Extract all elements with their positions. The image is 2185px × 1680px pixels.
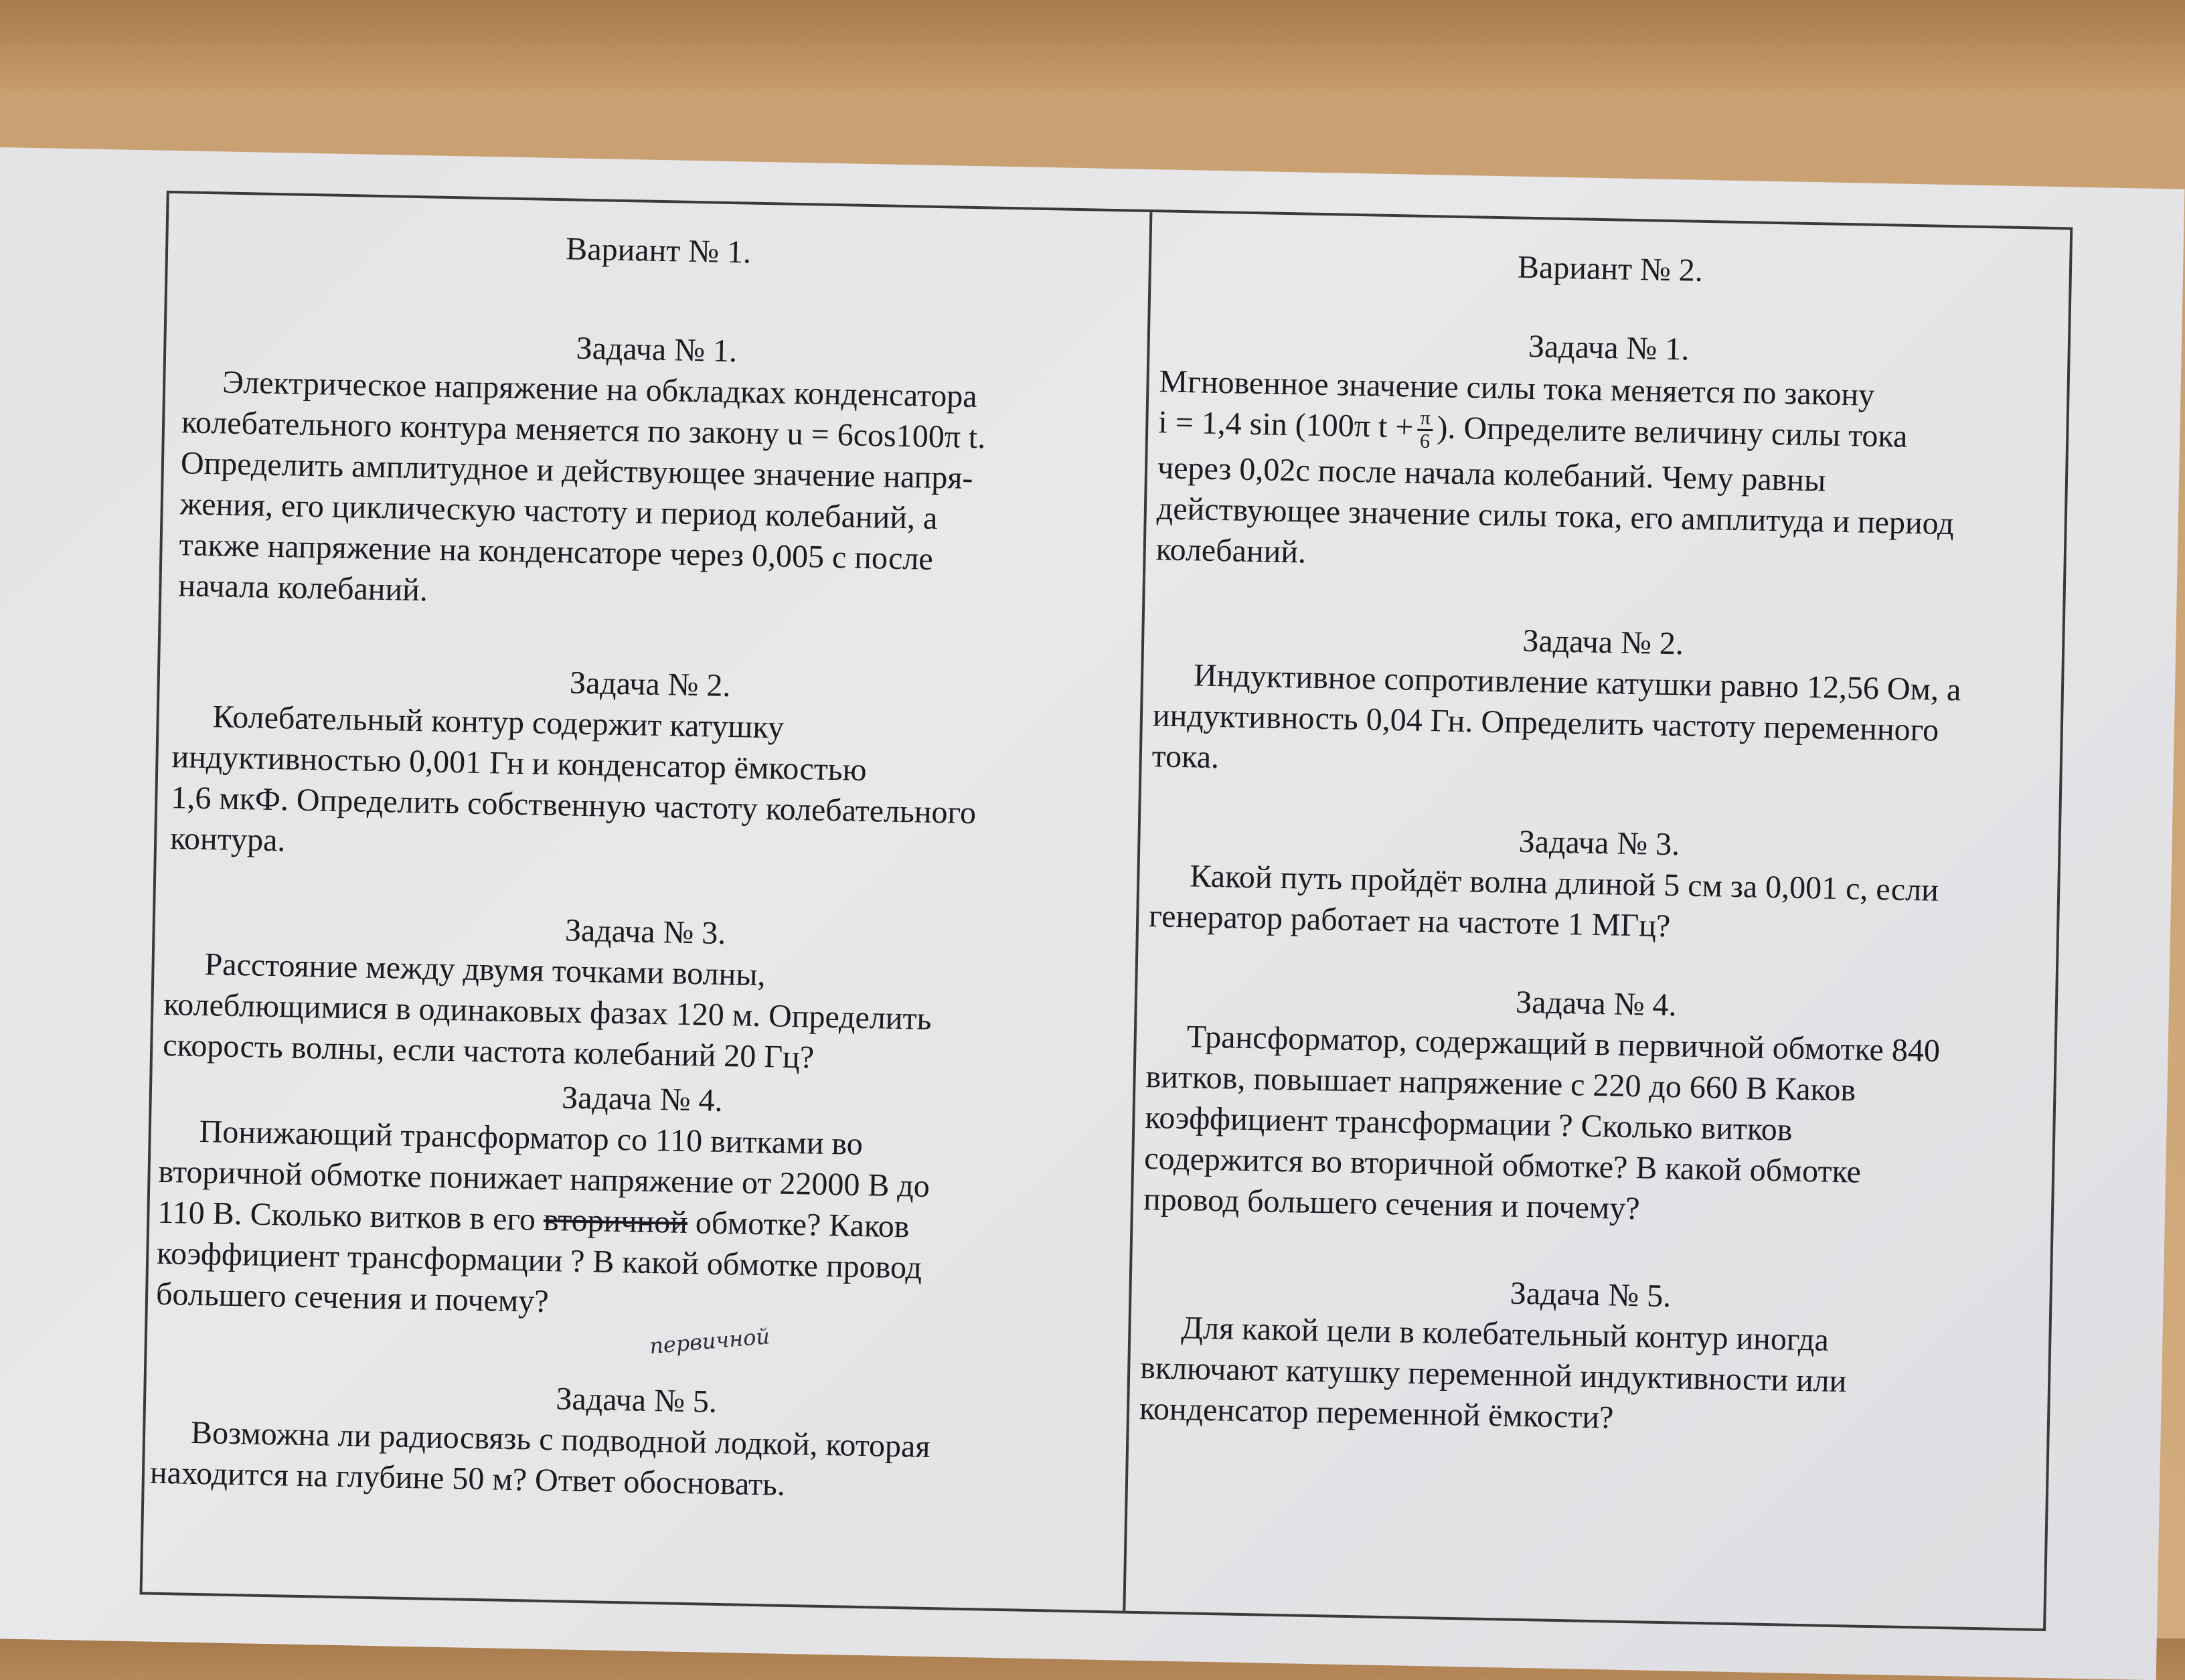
v2-t1-line: Мгновенное значение силы тока меняется по закону (1159, 363, 1875, 413)
v2-task-3-body (1149, 855, 2047, 954)
v1-t1-line: начала колебаний. (177, 568, 428, 608)
v1-t2-line: 1,6 мкФ. Определить собственную частоту колебательного (170, 780, 977, 831)
v1-task-2-title: Задача № 2. (569, 665, 731, 704)
v1-t2-line: Колебательный контур содержит катушку (212, 699, 785, 746)
v2-task-5-body (1139, 1307, 2038, 1446)
v1-t1-line: также напряжение на конденсаторе через 0,005 с после (179, 527, 934, 577)
variant-2-column (1125, 212, 2070, 1628)
v2-t5-line: конденсатор переменной ёмкости? (1139, 1391, 1614, 1436)
v1-t4-line: большего сечения и почему? (155, 1276, 550, 1320)
v2-task-1-title: Задача № 1. (1528, 328, 1690, 367)
v1-t4-line: обмотке? Каков (687, 1205, 910, 1245)
v1-t1-line: Определить амплитудное и действующее значение напря- (180, 445, 973, 496)
v1-t3-line: скорость волны, если частота колебаний 20 Гц? (162, 1027, 815, 1076)
variant-1-title: Вариант № 1. (565, 231, 752, 270)
v2-t1-line: ). Определите величину силы тока (1437, 410, 1908, 454)
v1-t4-line: 110 В. Сколько витков в его (157, 1194, 544, 1238)
v2-t4-line: коэффициент трансформации ? Сколько витков (1144, 1100, 1793, 1148)
v1-t1-line: жения, его циклическую частоту и период колебаний, а (179, 486, 938, 536)
v2-t3-line: генератор работает на частоте 1 МГц? (1148, 898, 1671, 944)
v1-t2-line: контура. (169, 821, 286, 859)
v1-t4-line: Понижающий трансформатор со 110 витками во (199, 1113, 864, 1163)
v2-t4-line: Трансформатор, содержащий в первичной обмотке 840 (1186, 1019, 1941, 1069)
v1-t4-line: вторичной обмотке понижает напряжение от 22000 В до (158, 1153, 930, 1204)
v1-task-3-body (163, 943, 1115, 1084)
fraction-numerator: π (1417, 408, 1433, 431)
v2-t1-line: действующее значение силы тока, его амплитуда и период (1156, 491, 1955, 542)
v2-t2-line: Индуктивное сопротивление катушки равно 12,56 Ом, а (1193, 657, 1961, 708)
v1-task-1-body (178, 361, 1133, 624)
v1-t4-struck-word: вторичной (543, 1201, 688, 1241)
variant-1-column (143, 193, 1150, 1611)
pi-over-6-fraction (1417, 408, 1433, 452)
v2-task-4-title: Задача № 4. (1515, 984, 1678, 1023)
v1-t5-line: Возможна ли радиосвязь с подводной лодкой, которая (190, 1414, 930, 1465)
v1-task-4-body (156, 1110, 1117, 1333)
v2-task-3-title: Задача № 3. (1518, 823, 1680, 863)
paper-sheet (0, 147, 2184, 1680)
v2-task-5-title: Задача № 5. (1510, 1275, 1672, 1315)
v2-t1-line: i = 1,4 sin (100π t + (1157, 404, 1414, 445)
v2-task-2-title: Задача № 2. (1522, 622, 1684, 662)
v1-t5-line: находится на глубине 50 м? Ответ обосновать. (149, 1454, 786, 1503)
v1-task-2-body (170, 695, 1123, 877)
v1-t1-line: Электрическое напряжение на обкладках конденсатора (222, 364, 978, 415)
v2-t1-line: через 0,02с после начала колебаний. Чему равны (1157, 450, 1826, 499)
v1-t4-line: коэффициент трансформации ? В какой обмотке провод (156, 1235, 922, 1286)
v1-t1-line: колебательного контура меняется по закону u = 6cos100π t. (181, 404, 986, 456)
v2-t5-line: включают катушку переменной индуктивности или (1139, 1350, 1847, 1400)
v1-task-4-title: Задача № 4. (561, 1080, 724, 1118)
v2-t1-line: колебаний. (1155, 531, 1307, 571)
v1-t3-line: колеблющимися в одинаковых фазах 120 м. Определить (163, 986, 932, 1037)
v2-t2-line: индуктивность 0,04 Гн. Определить частоту переменного (1152, 697, 1939, 748)
v1-t3-line: Расстояние между двумя точками волны, (204, 946, 766, 993)
v2-t4-line: витков, повышает напряжение с 220 до 660 В Каков (1145, 1059, 1856, 1108)
handwritten-correction: первичной (648, 1323, 771, 1359)
v1-task-3-title: Задача № 3. (564, 912, 726, 952)
v2-task-4-body (1143, 1015, 2044, 1237)
v2-t4-line: провод большего сечения и почему? (1143, 1181, 1641, 1227)
v1-task-1-title: Задача № 1. (576, 330, 738, 369)
v2-t5-line: Для какой цели в колебательный контур иногда (1180, 1310, 1830, 1358)
variant-2-title: Вариант № 2. (1517, 249, 1704, 288)
v2-t3-line: Какой путь пройдёт волна длиной 5 см за 0,001 с, если (1189, 858, 1939, 908)
v2-t4-line: содержится во вторичной обмотке? В какой обмотке (1143, 1141, 1862, 1190)
v2-t2-line: тока. (1151, 738, 1220, 776)
v1-t2-line: индуктивностью 0,001 Гн и конденсатор ёмкостью (171, 739, 867, 788)
worksheet-table (140, 191, 2073, 1631)
fraction-denominator: 6 (1419, 430, 1431, 453)
v1-task-5-title: Задача № 5. (556, 1381, 718, 1420)
v2-task-1-body (1155, 361, 2056, 587)
v2-task-2-body (1151, 654, 2050, 794)
